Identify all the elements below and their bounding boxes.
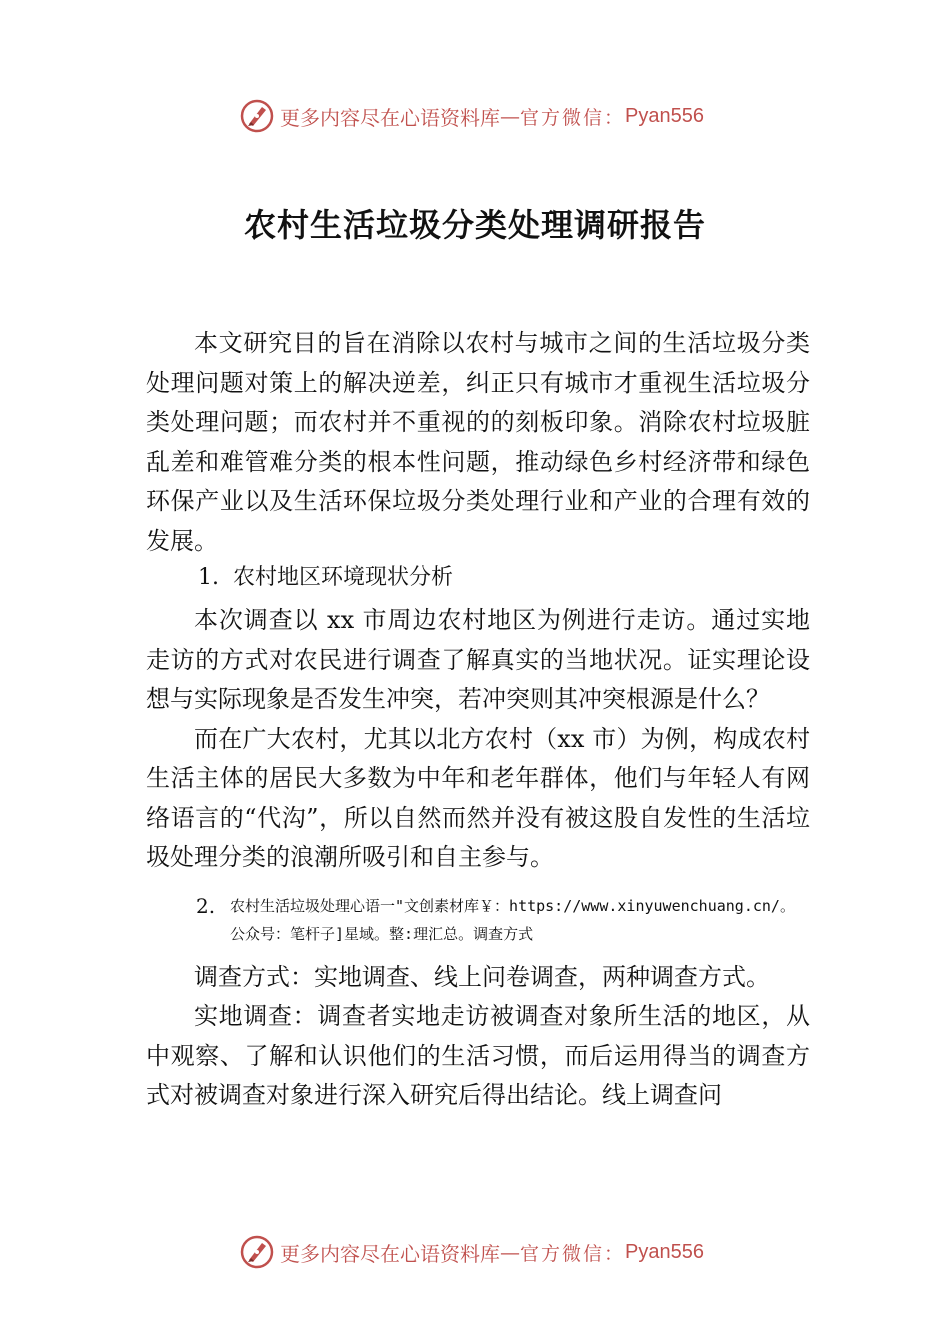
methods-paragraph: 调查方式：实地调查、线上问卷调查，两种调查方式。 <box>194 962 770 991</box>
footer-wechat-label: 官方微信： <box>520 1242 626 1265</box>
section-1-heading <box>146 563 810 593</box>
section-1-title: 农村地区环境现状分析 <box>233 565 454 590</box>
footer-separator: — <box>500 1240 520 1264</box>
footer-site-text: 更多内容尽在心语资料库 <box>280 1241 500 1266</box>
footer-wechat-id: Pyan556 <box>625 1240 704 1263</box>
banner-separator: — <box>500 104 520 128</box>
document-body <box>146 324 810 1116</box>
header-banner <box>240 96 704 136</box>
section-2-line-2: 公众号：笔杆子]星域。整:理汇总。调查方式 <box>230 924 534 943</box>
banner-wechat-id: Pyan556 <box>625 104 704 127</box>
section-1-paragraph-2: 而在广大农村，尤其以北方农村（xx 市）为例，构成农村生活主体的居民大多数为中年和老年群体，他们与年轻人有网络语言的“代沟”，所以自然而然并没有被这股自发性的生活垃圾处理分类的浪潮所吸引和自主参与。 <box>146 724 810 871</box>
pen-seal-logo-icon <box>240 1235 274 1269</box>
footer-banner <box>240 1232 704 1272</box>
banner-site-text: 更多内容尽在心语资料库 <box>280 105 500 130</box>
intro-paragraph: 本文研究目的旨在消除以农村与城市之间的生活垃圾分类处理问题对策上的解决逆差，纠正只有城市才重视生活垃圾分类处理问题；而农村并不重视的的刻板印象。消除农村垃圾脏乱差和难管难分类的根本性问题，推动绿色乡村经济带和绿色环保产业以及生活环保垃圾分类处理行业和产业的合理有效的发展。 <box>146 329 810 555</box>
document-title: 农村生活垃圾分类处理调研报告 <box>243 206 706 244</box>
section-2-number: 2. <box>196 893 216 918</box>
banner-wechat-label: 官方微信： <box>520 106 626 129</box>
section-1-number: 1. <box>198 565 219 590</box>
pen-seal-logo-icon <box>240 99 274 133</box>
section-2-line-1: 农村生活垃圾处理心语一"文创素材库￥：https://www.xinyuwenchuang.cn/。 <box>230 896 795 915</box>
section-2-heading <box>146 892 810 948</box>
section-1-paragraph-1: 本次调查以 xx 市周边农村地区为例进行走访。通过实地走访的方式对农民进行调查了解真实的当地状况。证实理论设想与实际现象是否发生冲突，若冲突则其冲突根源是什么？ <box>146 606 810 713</box>
field-survey-paragraph: 实地调查：调查者实地走访被调查对象所生活的地区，从中观察、了解和认识他们的生活习惯，而后运用得当的调查方式对被调查对象进行深入研究后得出结论。线上调查问 <box>146 1002 810 1109</box>
